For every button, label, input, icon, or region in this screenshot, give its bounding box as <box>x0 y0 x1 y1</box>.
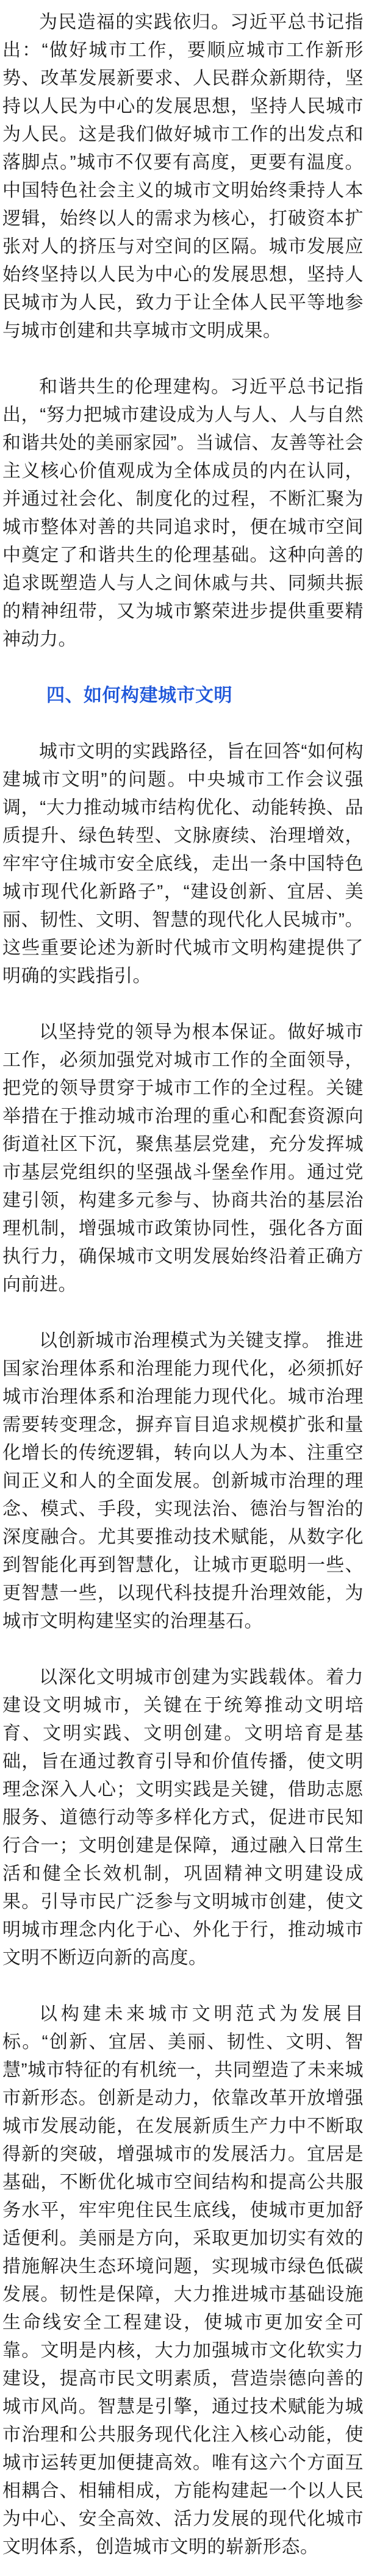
paragraph-people-welfare: 为民造福的实践依归。习近平总书记指出：“做好城市工作，要顺应城市工作新形势、改革发展新要求、人民群众新期待，坚持以人民为中心的发展思想，坚持人民城市为人民。这是我们做好城市工作的出发点和落脚点。”城市不仅要有高度，更要有温度。中国特色社会主义的城市文明始终秉持人本逻辑，始终以人的需求为核心，打破资本扩张对人的挤压与对空间的区隔。城市发展应始终坚持以人民为中心的发展思想，坚持人民城市为人民，致力于让全体人民平等地参与城市创建和共享城市文明成果。 <box>2 12 364 341</box>
paragraph-future-city-paradigm: 以构建未来城市文明范式为发展目标。“创新、宜居、美丽、韧性、文明、智慧”城市特征的有机统一，共同塑造了未来城市新形态。创新是动力，依靠改革开放增强城市发展动能，在发展新质生产力中不断取得新的突破，增强城市的发展活力。宜居是基础，不断优化城市空间结构和提高公共服务水平，牢牢兜住民生底线，使城市更加舒适便利。美丽是方向，采取更加切实有效的措施解决生态环境问题，实现城市绿色低碳发展。韧性是保障，大力推进城市基础设施生命线安全工程建设，使城市更加安全可靠。文明是内核，大力加强城市文化软实力建设，提高市民文明素质，营造崇德向善的城市风尚。智慧是引擎，通过技术赋能为城市治理和公共服务现代化注入核心动能，使城市运转更加便捷高效。唯有这六个方面互相耦合、相辅相成，方能构建起一个以人民为中心、安全高效、活力发展的现代化城市文明体系，创造城市文明的崭新形态。 <box>2 2004 364 2557</box>
paragraph-party-leadership: 以坚持党的领导为根本保证。做好城市工作，必须加强党对城市工作的全面领导，把党的领导贯穿于城市工作的全过程。关键举措在于推动城市治理的重心和配套资源向街道社区下沉，聚焦基层党建，充分发挥城市基层党组织的坚强战斗堡垒作用。通过党建引领，构建多元参与、协商共治的基层治理机制，增强城市政策协同性，强化各方面执行力，确保城市文明发展始终沿着正确方向前进。 <box>2 1022 364 1295</box>
paragraph-governance-innovation: 以创新城市治理模式为关键支撑。 推进国家治理体系和治理能力现代化，必须抓好城市治理体系和治理能力现代化。城市治理需要转变理念，摒弃盲目追求规模扩张和量化增长的传统逻辑，转向以人为本、注重空间正义和人的全面发展。创新城市治理的理念、模式、手段，实现法治、德治与智治的深度融合。尤其要推动技术赋能，从数字化到智能化再到智慧化，让城市更聪明一些、更智慧一些，以现代科技提升治理效能，为城市文明构建坚实的治理基石。 <box>2 1331 364 1631</box>
paragraph-harmonious-ethics: 和谐共生的伦理建构。习近平总书记指出，“努力把城市建设成为人与人、人与自然和谐共处的美丽家园”。当诚信、友善等社会主义核心价值观成为全体成员的内在认同，并通过社会化、制度化的过程，不断汇聚为城市整体对善的共同追求时，便在城市空间中奠定了和谐共生的伦理基础。这种向善的追求既塑造人与人之间休戚与共、同频共振的精神纽带，又为城市繁荣进步提供重要精神动力。 <box>2 377 364 649</box>
paragraph-practice-path: 城市文明的实践路径，旨在回答“如何构建城市文明”的问题。中央城市工作会议强调，“大力推动城市结构优化、动能转换、品质提升、绿色转型、文脉赓续、治理增效，牢牢守住城市安全底线，走出一条中国特色城市现代化新路子”，“建设创新、宜居、美丽、韧性、文明、智慧的现代化人民城市”。这些重要论述为新时代城市文明构建提供了明确的实践指引。 <box>2 742 364 986</box>
paragraph-civilized-city-creation: 以深化文明城市创建为实践载体。着力建设文明城市，关键在于统筹推动文明培育、文明实践、文明创建。文明培育是基础，旨在通过教育引导和价值传播，使文明理念深入人心；文明实践是关键，借助志愿服务、道德行动等多样化方式，促进市民知行合一；文明创建是保障，通过融入日常生活和健全长效机制，巩固精神文明建设成果。引导市民广泛参与文明城市创建，使文明城市理念内化于心、外化于行，推动城市文明不断迈向新的高度。 <box>2 1667 364 1968</box>
section-heading: 四、如何构建城市文明 <box>46 685 232 706</box>
